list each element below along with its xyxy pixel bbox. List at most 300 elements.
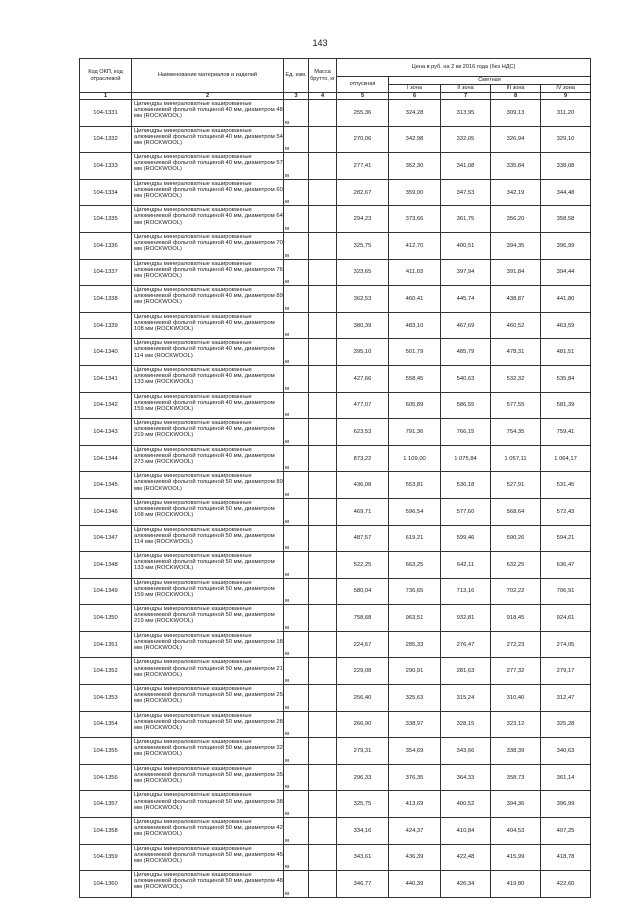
zone-3-price-cell: 394,36 [491, 791, 541, 818]
table-row [80, 605, 591, 632]
name-cell: Цилиндры минераловатные кашированные алюминиевой фольгой толщиной 50 мм, диаметром 114 мм (ROCKWOOL) [132, 525, 284, 552]
unit-cell: м [284, 818, 309, 845]
zone-3-price-cell: 1 057,11 [491, 445, 541, 472]
release-price-cell: 362,53 [337, 286, 389, 313]
table-row [80, 286, 591, 313]
zone-3-price-cell: 702,22 [491, 578, 541, 605]
mass-cell [309, 605, 337, 632]
zone-1-price-cell: 736,65 [389, 578, 441, 605]
mass-cell [309, 631, 337, 658]
code-cell: 104-1358 [80, 818, 132, 845]
table-row [80, 419, 591, 446]
zone-3-price-cell: 404,53 [491, 818, 541, 845]
zone-3-price-cell: 438,87 [491, 286, 541, 313]
unit-cell: м [284, 498, 309, 525]
mass-cell [309, 498, 337, 525]
zone-3-price-cell: 309,13 [491, 100, 541, 127]
header-code: Код ОКП, код отраслевой [80, 59, 132, 93]
name-cell: Цилиндры минераловатные кашированные алюминиевой фольгой толщиной 50 мм, диаметром 89 мм (ROCKWOOL) [132, 472, 284, 499]
code-cell: 104-1349 [80, 578, 132, 605]
name-cell: Цилиндры минераловатные кашированные алюминиевой фольгой толщиной 50 мм, диаметром 133 мм (ROCKWOOL) [132, 552, 284, 579]
unit-cell: м [284, 153, 309, 180]
zone-1-price-cell: 663,25 [389, 552, 441, 579]
mass-cell [309, 738, 337, 765]
code-cell: 104-1342 [80, 392, 132, 419]
unit-cell: м [284, 365, 309, 392]
mass-cell [309, 818, 337, 845]
table-row [80, 631, 591, 658]
zone-2-price-cell: 642,11 [441, 552, 491, 579]
zone-4-price-cell: 329,10 [541, 126, 591, 153]
release-price-cell: 346,77 [337, 871, 389, 898]
release-price-cell: 580,04 [337, 578, 389, 605]
mass-cell [309, 764, 337, 791]
zone-1-price-cell: 373,66 [389, 206, 441, 233]
release-price-cell: 296,33 [337, 764, 389, 791]
release-price-cell: 294,23 [337, 206, 389, 233]
code-cell: 104-1355 [80, 738, 132, 765]
table-row [80, 153, 591, 180]
name-cell: Цилиндры минераловатные кашированные алюминиевой фольгой толщиной 50 мм, диаметром 42 мм (ROCKWOOL) [132, 818, 284, 845]
name-cell: Цилиндры минераловатные кашированные алюминиевой фольгой толщиной 40 мм, диаметром 219 мм (ROCKWOOL) [132, 419, 284, 446]
price-table [79, 58, 591, 898]
zone-3-price-cell: 577,55 [491, 392, 541, 419]
mass-cell [309, 339, 337, 366]
zone-1-price-cell: 324,28 [389, 100, 441, 127]
column-number: 9 [541, 93, 591, 100]
name-cell: Цилиндры минераловатные кашированные алюминиевой фольгой толщиной 40 мм, диаметром 54 мм (ROCKWOOL) [132, 126, 284, 153]
code-cell: 104-1331 [80, 100, 132, 127]
zone-1-price-cell: 354,69 [389, 738, 441, 765]
code-cell: 104-1357 [80, 791, 132, 818]
mass-cell [309, 259, 337, 286]
table-row [80, 472, 591, 499]
zone-1-price-cell: 791,36 [389, 419, 441, 446]
header-price-title: Цена в руб. на 2 кв 2016 года (без НДС) [337, 59, 591, 77]
name-cell: Цилиндры минераловатные кашированные алюминиевой фольгой толщиной 40 мм, диаметром 159 мм (ROCKWOOL) [132, 392, 284, 419]
zone-3-price-cell: 460,52 [491, 312, 541, 339]
code-cell: 104-1335 [80, 206, 132, 233]
zone-3-price-cell: 326,94 [491, 126, 541, 153]
mass-cell [309, 711, 337, 738]
zone-2-price-cell: 599,46 [441, 525, 491, 552]
mass-cell [309, 445, 337, 472]
zone-4-price-cell: 396,99 [541, 232, 591, 259]
code-cell: 104-1353 [80, 685, 132, 712]
zone-3-price-cell: 338,39 [491, 738, 541, 765]
unit-cell: м [284, 578, 309, 605]
zone-3-price-cell: 335,84 [491, 153, 541, 180]
name-cell: Цилиндры минераловатные кашированные алюминиевой фольгой толщиной 40 мм, диаметром 76 мм (ROCKWOOL) [132, 259, 284, 286]
release-price-cell: 323,65 [337, 259, 389, 286]
column-number: 6 [389, 93, 441, 100]
name-cell: Цилиндры минераловатные кашированные алюминиевой фольгой толщиной 50 мм, диаметром 32 мм (ROCKWOOL) [132, 738, 284, 765]
mass-cell [309, 791, 337, 818]
unit-cell: м [284, 419, 309, 446]
zone-4-price-cell: 594,21 [541, 525, 591, 552]
zone-3-price-cell: 754,35 [491, 419, 541, 446]
release-price-cell: 343,61 [337, 844, 389, 871]
zone-4-price-cell: 338,08 [541, 153, 591, 180]
zone-1-price-cell: 553,81 [389, 472, 441, 499]
name-cell: Цилиндры минераловатные кашированные алюминиевой фольгой толщиной 40 мм, диаметром 48 мм (ROCKWOOL) [132, 100, 284, 127]
unit-cell: м [284, 658, 309, 685]
code-cell: 104-1347 [80, 525, 132, 552]
code-cell: 104-1348 [80, 552, 132, 579]
table-row [80, 339, 591, 366]
name-cell: Цилиндры минераловатные кашированные алюминиевой фольгой толщиной 40 мм, диаметром 133 мм (ROCKWOOL) [132, 365, 284, 392]
unit-cell: м [284, 312, 309, 339]
zone-1-price-cell: 376,35 [389, 764, 441, 791]
zone-4-price-cell: 924,61 [541, 605, 591, 632]
release-price-cell: 873,22 [337, 445, 389, 472]
zone-4-price-cell: 441,80 [541, 286, 591, 313]
zone-3-price-cell: 568,64 [491, 498, 541, 525]
unit-cell: м [284, 871, 309, 898]
mass-cell [309, 552, 337, 579]
zone-2-price-cell: 361,75 [441, 206, 491, 233]
column-number: 4 [309, 93, 337, 100]
table-row [80, 738, 591, 765]
mass-cell [309, 179, 337, 206]
unit-cell: м [284, 392, 309, 419]
name-cell: Цилиндры минераловатные кашированные алюминиевой фольгой толщиной 40 мм, диаметром 114 мм (ROCKWOOL) [132, 339, 284, 366]
mass-cell [309, 658, 337, 685]
zone-3-price-cell: 394,35 [491, 232, 541, 259]
code-cell: 104-1336 [80, 232, 132, 259]
header-zone-4: IV зона [541, 85, 591, 93]
mass-cell [309, 206, 337, 233]
name-cell: Цилиндры минераловатные кашированные алюминиевой фольгой толщиной 50 мм, диаметром 35 мм (ROCKWOOL) [132, 764, 284, 791]
zone-4-price-cell: 312,47 [541, 685, 591, 712]
zone-4-price-cell: 358,58 [541, 206, 591, 233]
release-price-cell: 270,06 [337, 126, 389, 153]
release-price-cell: 279,31 [337, 738, 389, 765]
zone-2-price-cell: 400,52 [441, 791, 491, 818]
zone-1-price-cell: 558,45 [389, 365, 441, 392]
zone-4-price-cell: 340,63 [541, 738, 591, 765]
table-row [80, 685, 591, 712]
release-price-cell: 623,53 [337, 419, 389, 446]
code-cell: 104-1334 [80, 179, 132, 206]
unit-cell: м [284, 631, 309, 658]
zone-2-price-cell: 315,24 [441, 685, 491, 712]
table-row [80, 791, 591, 818]
zone-4-price-cell: 481,51 [541, 339, 591, 366]
zone-3-price-cell: 419,80 [491, 871, 541, 898]
name-cell: Цилиндры минераловатные кашированные алюминиевой фольгой толщиной 40 мм, диаметром 108 мм (ROCKWOOL) [132, 312, 284, 339]
zone-2-price-cell: 400,51 [441, 232, 491, 259]
code-cell: 104-1359 [80, 844, 132, 871]
header-release: отпускная [337, 77, 389, 93]
zone-4-price-cell: 706,91 [541, 578, 591, 605]
zone-2-price-cell: 536,18 [441, 472, 491, 499]
zone-4-price-cell: 325,28 [541, 711, 591, 738]
release-price-cell: 487,57 [337, 525, 389, 552]
table-row [80, 445, 591, 472]
name-cell: Цилиндры минераловатные кашированные алюминиевой фольгой толщиной 40 мм, диаметром 57 мм (ROCKWOOL) [132, 153, 284, 180]
zone-3-price-cell: 272,23 [491, 631, 541, 658]
name-cell: Цилиндры минераловатные кашированные алюминиевой фольгой толщиной 40 мм, диаметром 70 мм (ROCKWOOL) [132, 232, 284, 259]
zone-4-price-cell: 396,99 [541, 791, 591, 818]
release-price-cell: 522,25 [337, 552, 389, 579]
zone-2-price-cell: 540,63 [441, 365, 491, 392]
zone-3-price-cell: 632,25 [491, 552, 541, 579]
zone-3-price-cell: 478,31 [491, 339, 541, 366]
mass-cell [309, 844, 337, 871]
code-cell: 104-1337 [80, 259, 132, 286]
unit-cell: м [284, 525, 309, 552]
code-cell: 104-1351 [80, 631, 132, 658]
zone-1-price-cell: 596,54 [389, 498, 441, 525]
column-number: 2 [132, 93, 284, 100]
column-number: 8 [491, 93, 541, 100]
zone-1-price-cell: 1 109,00 [389, 445, 441, 472]
unit-cell: м [284, 259, 309, 286]
name-cell: Цилиндры минераловатные кашированные алюминиевой фольгой толщиной 40 мм, диаметром 89 мм (ROCKWOOL) [132, 286, 284, 313]
code-cell: 104-1346 [80, 498, 132, 525]
zone-2-price-cell: 422,48 [441, 844, 491, 871]
table-row [80, 312, 591, 339]
zone-1-price-cell: 440,39 [389, 871, 441, 898]
unit-cell: м [284, 764, 309, 791]
mass-cell [309, 232, 337, 259]
header-zone-2: II зона [441, 85, 491, 93]
code-cell: 104-1340 [80, 339, 132, 366]
unit-cell: м [284, 711, 309, 738]
zone-3-price-cell: 323,12 [491, 711, 541, 738]
zone-1-price-cell: 290,91 [389, 658, 441, 685]
zone-3-price-cell: 590,26 [491, 525, 541, 552]
zone-2-price-cell: 276,47 [441, 631, 491, 658]
code-cell: 104-1338 [80, 286, 132, 313]
table-row [80, 259, 591, 286]
zone-1-price-cell: 413,69 [389, 791, 441, 818]
unit-cell: м [284, 126, 309, 153]
mass-cell [309, 100, 337, 127]
zone-2-price-cell: 313,95 [441, 100, 491, 127]
mass-cell [309, 392, 337, 419]
zone-2-price-cell: 343,66 [441, 738, 491, 765]
zone-2-price-cell: 1 075,84 [441, 445, 491, 472]
zone-4-price-cell: 274,05 [541, 631, 591, 658]
zone-4-price-cell: 361,14 [541, 764, 591, 791]
unit-cell: м [284, 445, 309, 472]
mass-cell [309, 685, 337, 712]
name-cell: Цилиндры минераловатные кашированные алюминиевой фольгой толщиной 50 мм, диаметром 159 мм (ROCKWOOL) [132, 578, 284, 605]
zone-2-price-cell: 347,53 [441, 179, 491, 206]
unit-cell: м [284, 685, 309, 712]
name-cell: Цилиндры минераловатные кашированные алюминиевой фольгой толщиной 40 мм, диаметром 64 мм (ROCKWOOL) [132, 206, 284, 233]
zone-4-price-cell: 344,48 [541, 179, 591, 206]
column-number: 7 [441, 93, 491, 100]
table-row [80, 232, 591, 259]
unit-cell: м [284, 100, 309, 127]
table-row [80, 498, 591, 525]
zone-4-price-cell: 422,60 [541, 871, 591, 898]
zone-4-price-cell: 407,25 [541, 818, 591, 845]
zone-2-price-cell: 426,34 [441, 871, 491, 898]
zone-4-price-cell: 279,17 [541, 658, 591, 685]
header-mass: Масса брутто, кг [309, 59, 337, 93]
name-cell: Цилиндры минераловатные кашированные алюминиевой фольгой толщиной 50 мм, диаметром 48 мм (ROCKWOOL) [132, 871, 284, 898]
zone-3-price-cell: 532,32 [491, 365, 541, 392]
zone-3-price-cell: 527,91 [491, 472, 541, 499]
zone-1-price-cell: 325,63 [389, 685, 441, 712]
unit-cell: м [284, 791, 309, 818]
unit-cell: м [284, 339, 309, 366]
code-cell: 104-1339 [80, 312, 132, 339]
zone-3-price-cell: 358,73 [491, 764, 541, 791]
zone-2-price-cell: 364,33 [441, 764, 491, 791]
name-cell: Цилиндры минераловатные кашированные алюминиевой фольгой толщиной 40 мм, диаметром 273 мм (ROCKWOOL) [132, 445, 284, 472]
release-price-cell: 282,67 [337, 179, 389, 206]
zone-1-price-cell: 412,70 [389, 232, 441, 259]
zone-2-price-cell: 341,08 [441, 153, 491, 180]
zone-1-price-cell: 411,03 [389, 259, 441, 286]
zone-1-price-cell: 352,30 [389, 153, 441, 180]
table-row [80, 658, 591, 685]
zone-4-price-cell: 311,20 [541, 100, 591, 127]
zone-3-price-cell: 277,32 [491, 658, 541, 685]
mass-cell [309, 126, 337, 153]
zone-1-price-cell: 285,33 [389, 631, 441, 658]
code-cell: 104-1360 [80, 871, 132, 898]
table-row [80, 871, 591, 898]
zone-1-price-cell: 359,00 [389, 179, 441, 206]
zone-1-price-cell: 342,98 [389, 126, 441, 153]
release-price-cell: 334,16 [337, 818, 389, 845]
code-cell: 104-1350 [80, 605, 132, 632]
zone-4-price-cell: 572,43 [541, 498, 591, 525]
zone-3-price-cell: 391,84 [491, 259, 541, 286]
unit-cell: м [284, 738, 309, 765]
table-row [80, 818, 591, 845]
code-cell: 104-1341 [80, 365, 132, 392]
zone-4-price-cell: 394,44 [541, 259, 591, 286]
code-cell: 104-1345 [80, 472, 132, 499]
unit-cell: м [284, 605, 309, 632]
name-cell: Цилиндры минераловатные кашированные алюминиевой фольгой толщиной 50 мм, диаметром 219 мм (ROCKWOOL) [132, 605, 284, 632]
mass-cell [309, 472, 337, 499]
mass-cell [309, 871, 337, 898]
code-cell: 104-1356 [80, 764, 132, 791]
zone-1-price-cell: 501,79 [389, 339, 441, 366]
zone-3-price-cell: 342,19 [491, 179, 541, 206]
zone-4-price-cell: 463,59 [541, 312, 591, 339]
zone-4-price-cell: 1 064,17 [541, 445, 591, 472]
table-row [80, 711, 591, 738]
header-zone-3: III зона [491, 85, 541, 93]
zone-1-price-cell: 619,21 [389, 525, 441, 552]
zone-4-price-cell: 418,78 [541, 844, 591, 871]
unit-cell: м [284, 844, 309, 871]
zone-1-price-cell: 605,89 [389, 392, 441, 419]
unit-cell: м [284, 179, 309, 206]
code-cell: 104-1352 [80, 658, 132, 685]
release-price-cell: 266,90 [337, 711, 389, 738]
zone-2-price-cell: 766,15 [441, 419, 491, 446]
zone-2-price-cell: 932,81 [441, 605, 491, 632]
table-row [80, 525, 591, 552]
code-cell: 104-1354 [80, 711, 132, 738]
zone-3-price-cell: 356,20 [491, 206, 541, 233]
zone-2-price-cell: 332,05 [441, 126, 491, 153]
release-price-cell: 224,67 [337, 631, 389, 658]
unit-cell: м [284, 206, 309, 233]
table-row [80, 100, 591, 127]
zone-2-price-cell: 410,84 [441, 818, 491, 845]
zone-1-price-cell: 338,97 [389, 711, 441, 738]
mass-cell [309, 312, 337, 339]
column-number-row [80, 93, 591, 100]
name-cell: Цилиндры минераловатные кашированные алюминиевой фольгой толщиной 50 мм, диаметром 21 мм (ROCKWOOL) [132, 658, 284, 685]
mass-cell [309, 419, 337, 446]
zone-1-price-cell: 424,37 [389, 818, 441, 845]
name-cell: Цилиндры минераловатные кашированные алюминиевой фольгой толщиной 50 мм, диаметром 38 мм (ROCKWOOL) [132, 791, 284, 818]
table-row [80, 126, 591, 153]
table-row [80, 179, 591, 206]
zone-4-price-cell: 759,41 [541, 419, 591, 446]
column-number: 1 [80, 93, 132, 100]
table-row [80, 552, 591, 579]
release-price-cell: 229,08 [337, 658, 389, 685]
name-cell: Цилиндры минераловатные кашированные алюминиевой фольгой толщиной 50 мм, диаметром 25 мм (ROCKWOOL) [132, 685, 284, 712]
code-cell: 104-1343 [80, 419, 132, 446]
column-number: 5 [337, 93, 389, 100]
table-row [80, 764, 591, 791]
name-cell: Цилиндры минераловатные кашированные алюминиевой фольгой толщиной 50 мм, диаметром 18 мм (ROCKWOOL) [132, 631, 284, 658]
zone-1-price-cell: 436,39 [389, 844, 441, 871]
zone-1-price-cell: 483,10 [389, 312, 441, 339]
zone-1-price-cell: 460,41 [389, 286, 441, 313]
zone-4-price-cell: 581,39 [541, 392, 591, 419]
header-zone-1: I зона [389, 85, 441, 93]
release-price-cell: 255,36 [337, 100, 389, 127]
header-name: Наименование материалов и изделий [132, 59, 284, 93]
table-row [80, 578, 591, 605]
zone-2-price-cell: 328,15 [441, 711, 491, 738]
release-price-cell: 758,68 [337, 605, 389, 632]
page-number: 143 [312, 38, 328, 48]
release-price-cell: 436,08 [337, 472, 389, 499]
zone-4-price-cell: 535,84 [541, 365, 591, 392]
release-price-cell: 256,40 [337, 685, 389, 712]
zone-2-price-cell: 397,94 [441, 259, 491, 286]
zone-2-price-cell: 713,16 [441, 578, 491, 605]
column-number: 3 [284, 93, 309, 100]
zone-2-price-cell: 577,60 [441, 498, 491, 525]
zone-1-price-cell: 963,51 [389, 605, 441, 632]
unit-cell: м [284, 232, 309, 259]
name-cell: Цилиндры минераловатные кашированные алюминиевой фольгой толщиной 40 мм, диаметром 60 мм (ROCKWOOL) [132, 179, 284, 206]
release-price-cell: 325,75 [337, 791, 389, 818]
zone-2-price-cell: 467,69 [441, 312, 491, 339]
table-body [80, 100, 591, 898]
zone-3-price-cell: 918,45 [491, 605, 541, 632]
unit-cell: м [284, 472, 309, 499]
release-price-cell: 395,10 [337, 339, 389, 366]
release-price-cell: 427,66 [337, 365, 389, 392]
code-cell: 104-1344 [80, 445, 132, 472]
zone-2-price-cell: 445,74 [441, 286, 491, 313]
release-price-cell: 325,75 [337, 232, 389, 259]
table-row [80, 206, 591, 233]
unit-cell: м [284, 552, 309, 579]
unit-cell: м [284, 286, 309, 313]
zone-2-price-cell: 485,79 [441, 339, 491, 366]
mass-cell [309, 578, 337, 605]
